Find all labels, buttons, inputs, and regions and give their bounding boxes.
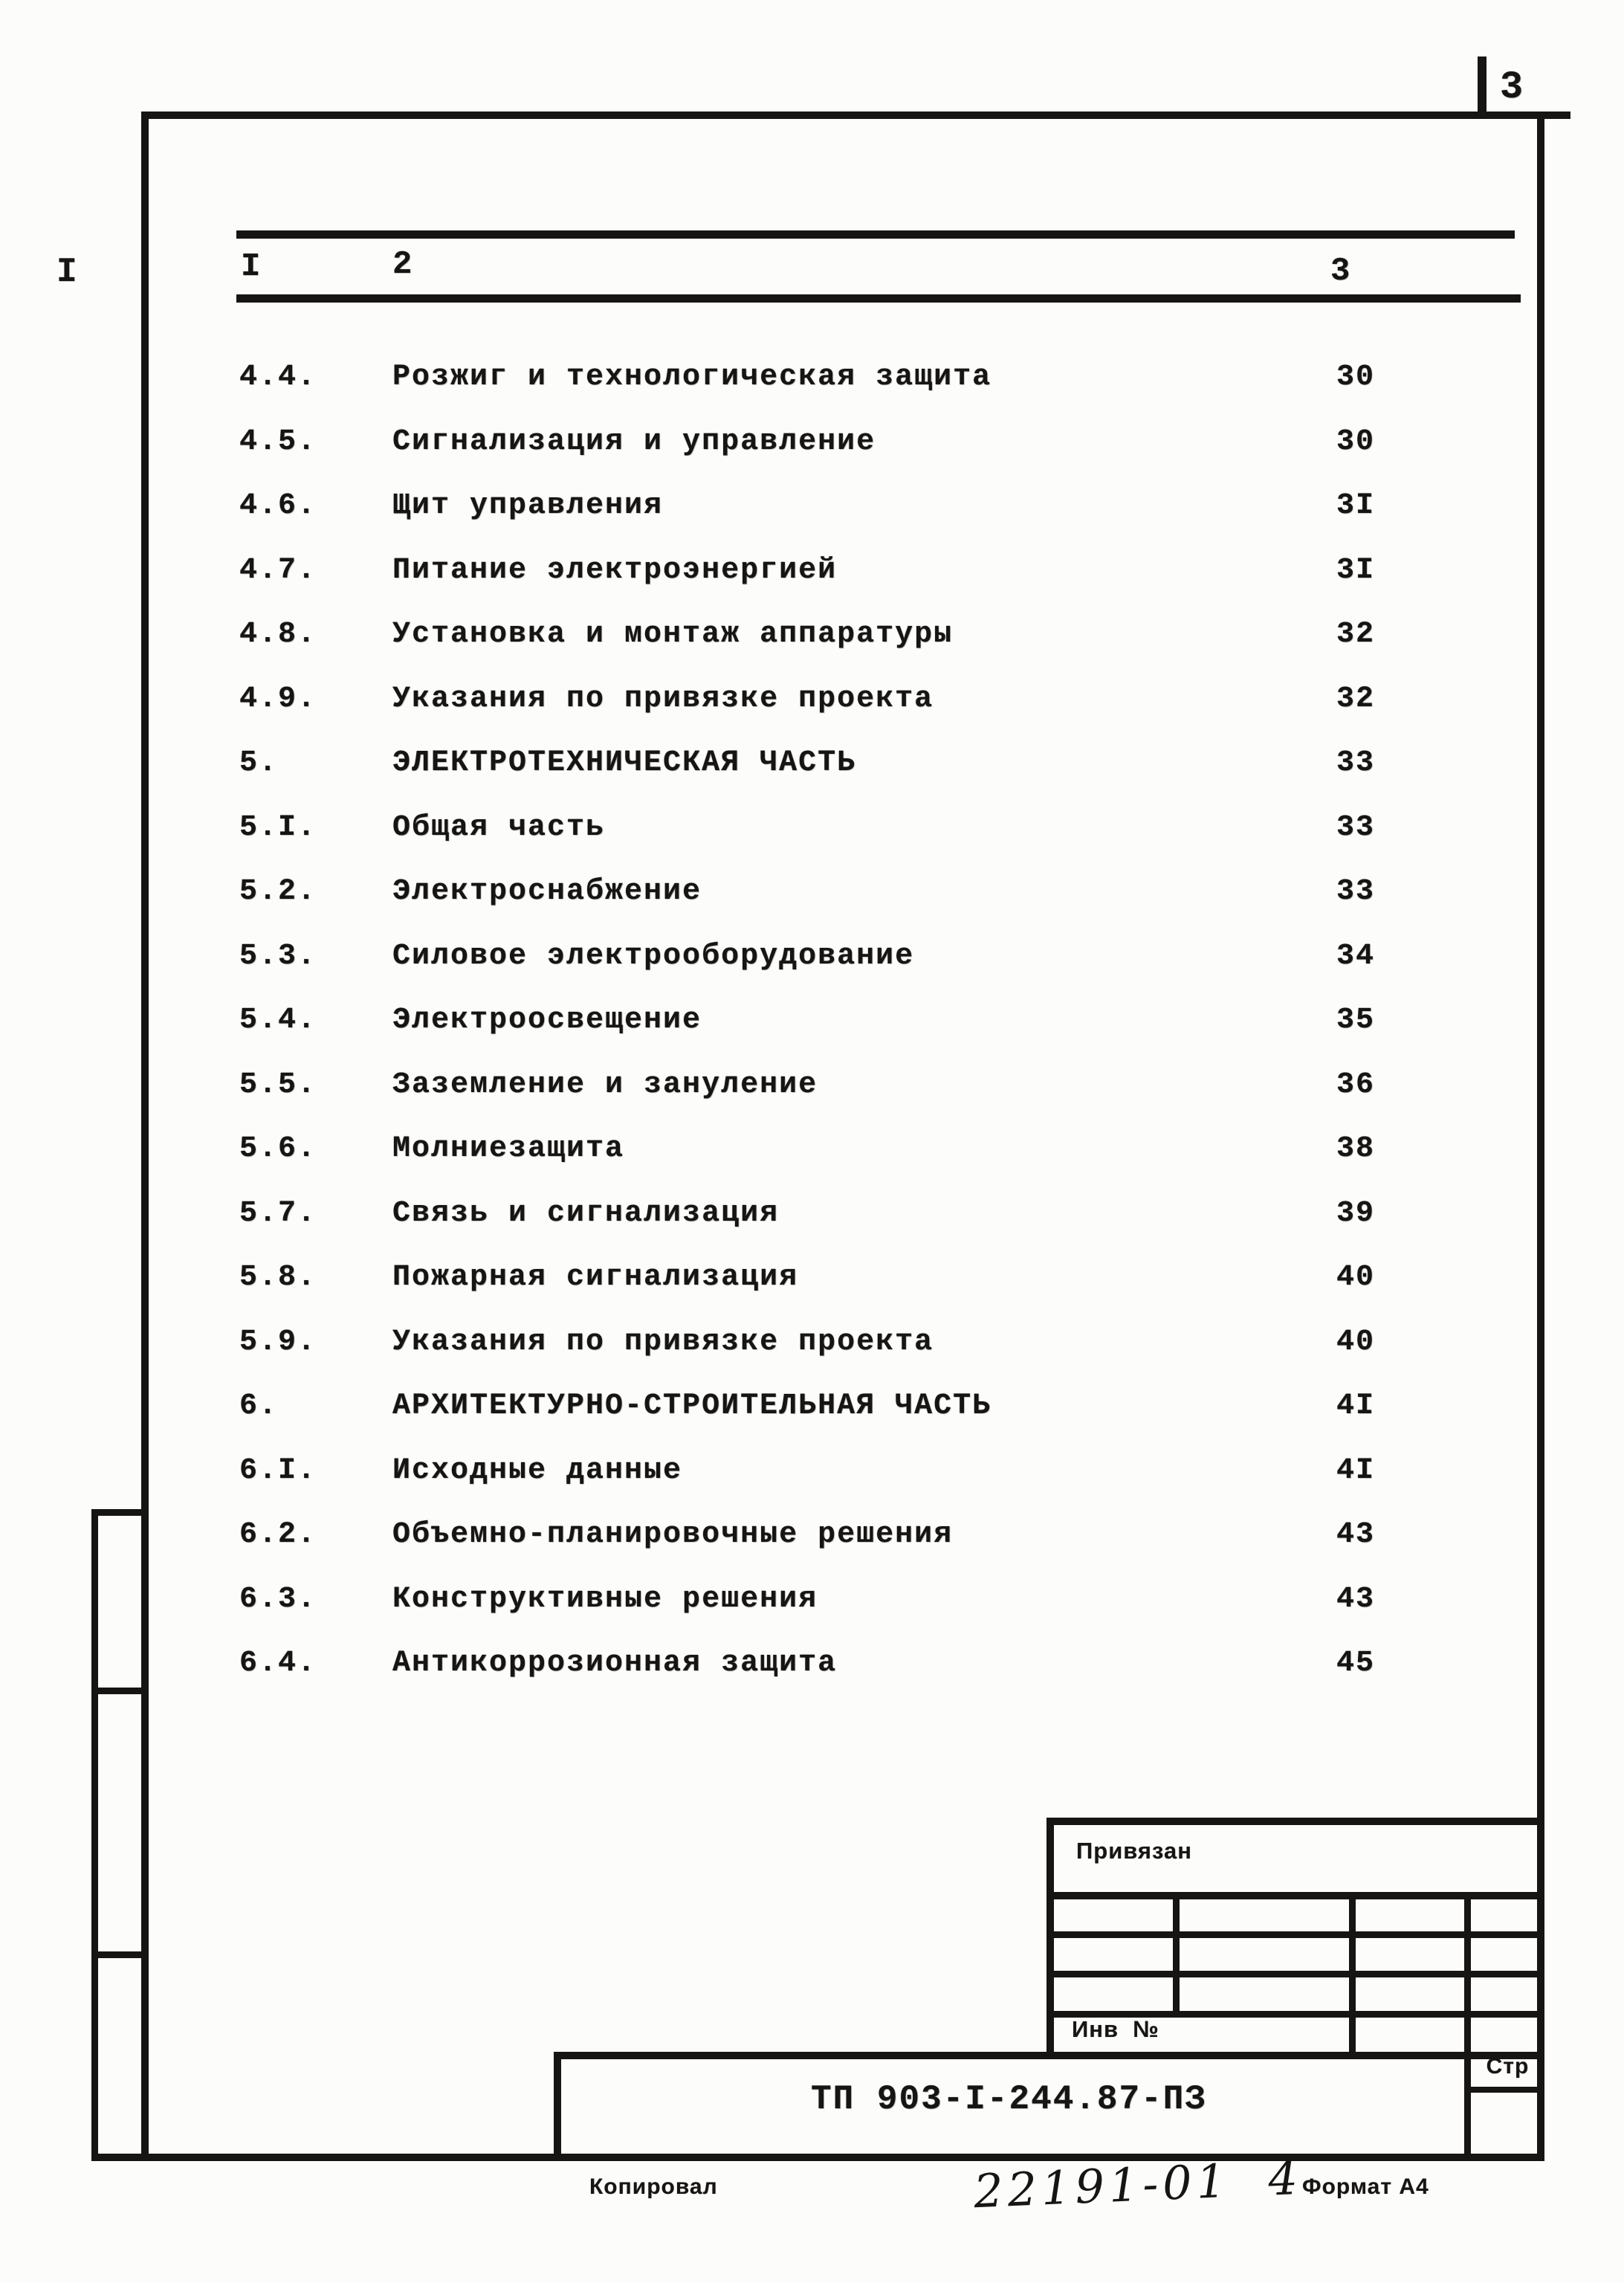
toc-row (0, 1577, 1624, 1623)
toc-row (0, 612, 1624, 658)
format-label: Формат А4 (1302, 2174, 1429, 2199)
margin-mark: I (56, 253, 79, 291)
toc-entry-title: Розжиг и технологическая защита (392, 361, 992, 394)
toc-entry-page: 33 (1336, 810, 1375, 845)
toc-entry-page: 39 (1336, 1196, 1375, 1230)
toc-row (0, 1062, 1624, 1108)
toc-entry-number: 4.7. (239, 553, 317, 587)
toc-entry-title: Указания по привязке проекта (392, 1325, 934, 1359)
header-rule-bottom (236, 294, 1521, 303)
toc-entry-page: 4I (1336, 1389, 1375, 1423)
toc-entry-title: Антикоррозионная защита (392, 1647, 838, 1680)
str-cell-underline (1464, 2087, 1544, 2093)
toc-entry-page: 43 (1336, 1518, 1375, 1551)
toc-row (0, 483, 1624, 529)
stamp-box-divider-1 (98, 1688, 142, 1694)
toc-entry-page: 36 (1336, 1068, 1375, 1102)
toc-entry-title: Электроосвещение (392, 1004, 702, 1037)
toc-entry-title: Объемно-планировочные решения (392, 1518, 954, 1551)
frame-top-border (141, 112, 1570, 119)
toc-entry-number: 5.8. (239, 1261, 317, 1294)
toc-entry-page: 40 (1336, 1261, 1375, 1294)
toc-entry-page: 3I (1336, 553, 1375, 587)
toc-row (0, 1383, 1624, 1430)
toc-entry-page: 33 (1336, 746, 1375, 780)
toc-entry-title: ЭЛЕКТРОТЕХНИЧЕСКАЯ ЧАСТЬ (392, 746, 857, 780)
toc-entry-page: 4I (1336, 1453, 1375, 1488)
toc-row (0, 934, 1624, 980)
toc-row (0, 1448, 1624, 1494)
toc-entry-page: 32 (1336, 682, 1375, 716)
toc-entry-title: Сигнализация и управление (392, 424, 876, 459)
sheet-corner-tick (1478, 56, 1486, 117)
titleblock-vline-3 (1464, 1892, 1471, 2161)
toc-entry-title: Указания по привязке проекта (392, 682, 934, 716)
toc-entry-page: 38 (1336, 1132, 1375, 1166)
toc-row (0, 676, 1624, 723)
toc-row (0, 1641, 1624, 1687)
toc-entry-number: 5.3. (239, 939, 317, 973)
toc-entry-page: 30 (1336, 361, 1375, 394)
toc-entry-number: 6.I. (239, 1453, 317, 1488)
toc-entry-number: 5.2. (239, 875, 317, 908)
toc-entry-title: Щит управления (392, 489, 664, 523)
document-code: ТП 903-I-244.87-ПЗ (811, 2080, 1207, 2119)
toc-entry-number: 5.6. (239, 1132, 317, 1166)
kopiroval-label: Копировал (589, 2174, 718, 2199)
toc-row (0, 1126, 1624, 1172)
toc-entry-title: Установка и монтаж аппаратуры (392, 618, 954, 651)
titleblock-vline-1 (1173, 1892, 1180, 2018)
column-header-3: 3 (1330, 253, 1352, 290)
toc-entry-number: 6.2. (239, 1518, 317, 1551)
toc-row (0, 805, 1624, 851)
toc-row (0, 548, 1624, 594)
toc-entry-page: 43 (1336, 1582, 1375, 1616)
toc-entry-page: 3I (1336, 489, 1375, 523)
toc-row (0, 1512, 1624, 1558)
toc-entry-page: 32 (1336, 618, 1375, 651)
frame-bottom-border (91, 2154, 1544, 2161)
toc-entry-number: 5.9. (239, 1325, 317, 1359)
page-column-label: Стр (1486, 2054, 1530, 2079)
toc-entry-number: 4.4. (239, 361, 317, 394)
toc-entry-page: 34 (1336, 939, 1375, 973)
margin-stamp-boxes (91, 1509, 149, 2161)
toc-entry-page: 35 (1336, 1004, 1375, 1037)
toc-entry-number: 5.4. (239, 1004, 317, 1037)
titleblock-vline-2 (1349, 1892, 1356, 2059)
toc-row (0, 740, 1624, 787)
privyazan-label: Привязан (1076, 1838, 1192, 1864)
toc-entry-title: Молниезащита (392, 1132, 625, 1166)
toc-entry-title: Питание электроэнергией (392, 553, 838, 587)
toc-entry-number: 5. (239, 746, 279, 780)
titleblock-left-border (1046, 1818, 1054, 2059)
toc-entry-page: 30 (1336, 424, 1375, 459)
toc-entry-title: Конструктивные решения (392, 1582, 818, 1616)
toc-row (0, 419, 1624, 465)
toc-entry-number: 5.7. (239, 1196, 317, 1230)
toc-entry-number: 4.9. (239, 682, 317, 716)
toc-row (0, 355, 1624, 401)
handwritten-order-number: 22191-01 4 (972, 2150, 1304, 2219)
toc-entry-title: Общая часть (392, 810, 606, 845)
toc-entry-title: Пожарная сигнализация (392, 1261, 799, 1294)
toc-row (0, 1255, 1624, 1301)
toc-row (0, 869, 1624, 915)
toc-entry-number: 4.8. (239, 618, 317, 651)
toc-entry-title: Связь и сигнализация (392, 1196, 780, 1230)
toc-entry-title: Исходные данные (392, 1453, 683, 1488)
toc-entry-number: 4.5. (239, 424, 317, 459)
toc-row (0, 1191, 1624, 1237)
toc-row (0, 998, 1624, 1044)
header-rule-top (236, 230, 1515, 239)
column-header-2: 2 (392, 246, 414, 283)
toc-entry-page: 33 (1336, 875, 1375, 908)
toc-entry-number: 5.5. (239, 1068, 317, 1102)
toc-entry-title: Заземление и зануление (392, 1068, 818, 1102)
toc-entry-title: Силовое электрооборудование (392, 939, 915, 973)
inventory-number-label: Инв № (1072, 2016, 1159, 2042)
stamp-box-divider-2 (98, 1951, 142, 1958)
toc-entry-title: Электроснабжение (392, 875, 702, 908)
toc-entry-number: 4.6. (239, 489, 317, 523)
column-header-1: I (241, 248, 262, 285)
toc-entry-page: 45 (1336, 1647, 1375, 1680)
toc-entry-number: 6. (239, 1389, 279, 1423)
toc-entry-title: АРХИТЕКТУРНО-СТРОИТЕЛЬНАЯ ЧАСТЬ (392, 1389, 992, 1423)
titleblock-top-border (1046, 1818, 1544, 1825)
toc-entry-number: 5.I. (239, 810, 317, 845)
toc-entry-page: 40 (1336, 1325, 1375, 1359)
sheet-number: 3 (1500, 65, 1525, 109)
toc-row (0, 1320, 1624, 1366)
toc-entry-number: 6.4. (239, 1647, 317, 1680)
toc-entry-number: 6.3. (239, 1582, 317, 1616)
